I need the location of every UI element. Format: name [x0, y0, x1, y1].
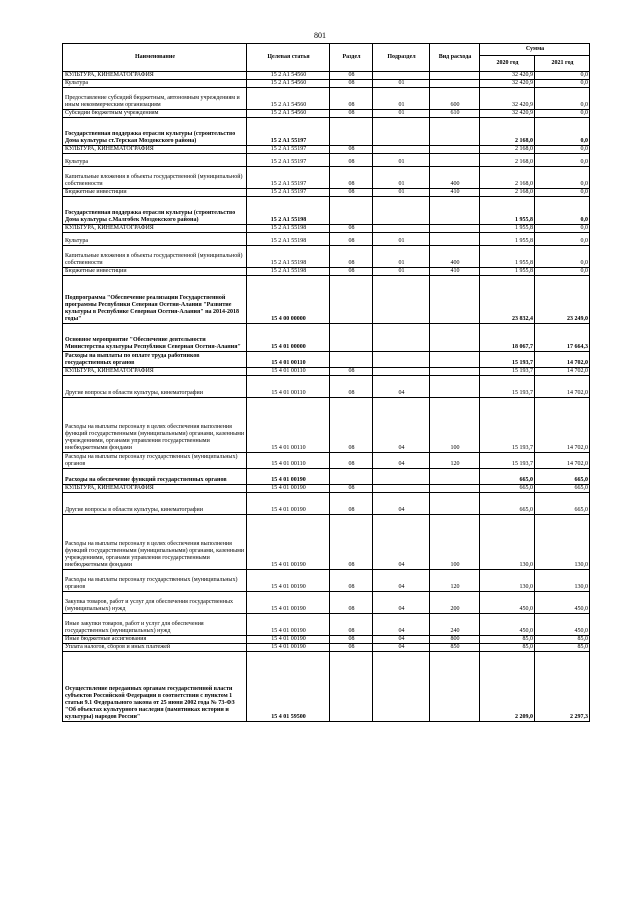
cell-subsection	[373, 225, 430, 233]
cell-subsection: 04	[373, 515, 430, 570]
cell-target: 15 4 01 00190	[247, 469, 330, 485]
header-name: Наименование	[63, 44, 247, 72]
cell-section: 08	[330, 485, 373, 493]
cell-expense-type	[430, 324, 480, 352]
header-expense-type: Вид расхода	[430, 44, 480, 72]
cell-target: 15 4 01 00110	[247, 376, 330, 398]
cell-sum-2020: 32 420,9	[480, 80, 535, 88]
table-row	[63, 233, 590, 246]
cell-sum-2021: 450,0	[535, 592, 590, 614]
cell-sum-2021: 0,0	[535, 268, 590, 276]
cell-sum-2021: 14 702,0	[535, 398, 590, 453]
table-row	[63, 614, 590, 636]
cell-name: Расходы на выплаты по оплате труда работников государственных органов	[63, 352, 247, 368]
cell-sum-2020: 2 168,0	[480, 146, 535, 154]
cell-sum-2021: 0,0	[535, 88, 590, 110]
cell-section: 08	[330, 88, 373, 110]
cell-target: 15 2 A1 55197	[247, 189, 330, 197]
cell-sum-2020: 85,0	[480, 636, 535, 644]
cell-section: 08	[330, 644, 373, 652]
cell-sum-2021: 665,0	[535, 469, 590, 485]
table-row	[63, 225, 590, 233]
cell-sum-2020: 1 955,8	[480, 225, 535, 233]
cell-target: 15 4 01 00110	[247, 453, 330, 469]
cell-sum-2021: 0,0	[535, 146, 590, 154]
table-body	[63, 72, 590, 722]
cell-section	[330, 469, 373, 485]
cell-name: Субсидии бюджетным учреждениям	[63, 110, 247, 118]
table-row	[63, 352, 590, 368]
cell-name: Государственная поддержка отрасли культуры (строительство Дома культуры с.Малгобек Моздокского района)	[63, 197, 247, 225]
cell-subsection: 01	[373, 80, 430, 88]
cell-name: Подпрограмма "Обеспечение реализации Государственной программы Республики Северная Осетия-Алания "Развитие культуры в Республике Северная Осетия-Алания" на 2014-2018 годы"	[63, 276, 247, 324]
cell-name: Бюджетные инвестиции	[63, 268, 247, 276]
cell-section: 08	[330, 515, 373, 570]
cell-subsection	[373, 485, 430, 493]
cell-target: 15 2 A1 54560	[247, 110, 330, 118]
cell-sum-2021: 14 702,0	[535, 376, 590, 398]
cell-name: КУЛЬТУРА, КИНЕМАТОГРАФИЯ	[63, 368, 247, 376]
cell-sum-2020: 15 193,7	[480, 453, 535, 469]
cell-sum-2021: 14 702,0	[535, 352, 590, 368]
cell-section	[330, 352, 373, 368]
cell-name: Другие вопросы в области культуры, кинематографии	[63, 376, 247, 398]
cell-target: 15 4 01 00190	[247, 644, 330, 652]
table-row	[63, 493, 590, 515]
cell-sum-2021: 0,0	[535, 197, 590, 225]
cell-section: 08	[330, 398, 373, 453]
cell-sum-2020: 32 420,9	[480, 72, 535, 80]
cell-name: Другие вопросы в области культуры, кинематографии	[63, 493, 247, 515]
cell-section: 08	[330, 246, 373, 268]
cell-expense-type: 240	[430, 614, 480, 636]
cell-name: Осуществление переданных органам государственной власти субъектов Российской Федерации в соответствии с пунктом 1 статьи 9.1 Федерального закона от 25 июня 2002 года № 73-ФЗ "Об объектах культурного наследия (памятниках истории и культуры) народов России"	[63, 652, 247, 722]
cell-target: 15 4 01 00000	[247, 324, 330, 352]
cell-subsection	[373, 352, 430, 368]
cell-expense-type	[430, 485, 480, 493]
cell-section: 08	[330, 167, 373, 189]
cell-name: Закупка товаров, работ и услуг для обеспечения государственных (муниципальных) нужд	[63, 592, 247, 614]
table-row	[63, 376, 590, 398]
cell-section: 08	[330, 268, 373, 276]
cell-subsection: 01	[373, 154, 430, 167]
cell-sum-2020: 1 955,8	[480, 268, 535, 276]
cell-sum-2020: 2 168,0	[480, 189, 535, 197]
cell-name: Расходы на выплаты персоналу в целях обеспечения выполнения функций государственными (муниципальными) органами, казенными учреждениями, органами управления государственными внебюджетными фондами	[63, 515, 247, 570]
cell-subsection	[373, 368, 430, 376]
table-row	[63, 324, 590, 352]
cell-target: 15 4 01 00190	[247, 592, 330, 614]
cell-expense-type	[430, 276, 480, 324]
cell-subsection: 04	[373, 376, 430, 398]
table-row	[63, 469, 590, 485]
cell-section: 08	[330, 225, 373, 233]
cell-sum-2020: 665,0	[480, 469, 535, 485]
cell-name: Иные бюджетные ассигнования	[63, 636, 247, 644]
cell-section	[330, 118, 373, 146]
cell-sum-2021: 14 702,0	[535, 453, 590, 469]
cell-expense-type	[430, 197, 480, 225]
cell-sum-2021: 0,0	[535, 110, 590, 118]
cell-sum-2020: 15 193,7	[480, 368, 535, 376]
budget-table	[62, 43, 590, 722]
cell-subsection: 04	[373, 570, 430, 592]
cell-expense-type: 400	[430, 246, 480, 268]
cell-target: 15 2 A1 55198	[247, 246, 330, 268]
cell-name: Капитальные вложения в объекты государственной (муниципальной) собственности	[63, 167, 247, 189]
cell-subsection	[373, 469, 430, 485]
table-row	[63, 398, 590, 453]
cell-expense-type: 120	[430, 570, 480, 592]
header-subsection: Подраздел	[373, 44, 430, 72]
table-row	[63, 246, 590, 268]
cell-sum-2020: 1 955,8	[480, 246, 535, 268]
cell-sum-2020: 130,0	[480, 570, 535, 592]
cell-subsection	[373, 197, 430, 225]
cell-name: Культура	[63, 154, 247, 167]
cell-section	[330, 652, 373, 722]
cell-name: Уплата налогов, сборов и иных платежей	[63, 644, 247, 652]
cell-subsection	[373, 324, 430, 352]
cell-section: 08	[330, 72, 373, 80]
page-number: 801	[314, 31, 326, 40]
cell-sum-2020: 2 168,0	[480, 118, 535, 146]
cell-name: КУЛЬТУРА, КИНЕМАТОГРАФИЯ	[63, 485, 247, 493]
cell-target: 15 2 A1 55197	[247, 154, 330, 167]
table-row	[63, 652, 590, 722]
cell-sum-2020: 2 168,0	[480, 154, 535, 167]
cell-sum-2020: 1 955,8	[480, 233, 535, 246]
cell-sum-2021: 665,0	[535, 485, 590, 493]
cell-section: 08	[330, 636, 373, 644]
cell-section	[330, 197, 373, 225]
cell-subsection: 01	[373, 233, 430, 246]
cell-subsection: 04	[373, 453, 430, 469]
cell-target: 15 4 01 00110	[247, 398, 330, 453]
cell-expense-type: 100	[430, 398, 480, 453]
cell-section: 08	[330, 110, 373, 118]
cell-name: Расходы на обеспечение функций государственных органов	[63, 469, 247, 485]
cell-target: 15 2 A1 55197	[247, 146, 330, 154]
cell-subsection	[373, 118, 430, 146]
cell-expense-type	[430, 154, 480, 167]
table-row	[63, 189, 590, 197]
cell-name: Расходы на выплаты персоналу государственных (муниципальных) органов	[63, 453, 247, 469]
cell-sum-2021: 0,0	[535, 72, 590, 80]
cell-subsection	[373, 652, 430, 722]
cell-expense-type: 400	[430, 167, 480, 189]
cell-target: 15 2 A1 55198	[247, 233, 330, 246]
cell-subsection: 04	[373, 644, 430, 652]
cell-sum-2020: 130,0	[480, 515, 535, 570]
cell-sum-2021: 0,0	[535, 118, 590, 146]
cell-target: 15 4 01 00190	[247, 570, 330, 592]
header-target: Целевая статья	[247, 44, 330, 72]
cell-sum-2021: 130,0	[535, 515, 590, 570]
table-row	[63, 268, 590, 276]
cell-expense-type	[430, 225, 480, 233]
header-section: Раздел	[330, 44, 373, 72]
cell-sum-2020: 18 067,7	[480, 324, 535, 352]
cell-target: 15 4 00 00000	[247, 276, 330, 324]
cell-expense-type: 610	[430, 110, 480, 118]
cell-sum-2020: 450,0	[480, 592, 535, 614]
cell-subsection: 04	[373, 398, 430, 453]
cell-section: 08	[330, 146, 373, 154]
cell-subsection	[373, 146, 430, 154]
cell-name: Культура	[63, 233, 247, 246]
cell-name: КУЛЬТУРА, КИНЕМАТОГРАФИЯ	[63, 146, 247, 154]
cell-section: 08	[330, 80, 373, 88]
cell-target: 15 4 01 00110	[247, 368, 330, 376]
cell-sum-2020: 23 832,4	[480, 276, 535, 324]
cell-expense-type	[430, 652, 480, 722]
cell-target: 15 2 A1 54560	[247, 80, 330, 88]
cell-sum-2020: 15 193,7	[480, 376, 535, 398]
cell-sum-2021: 130,0	[535, 570, 590, 592]
cell-subsection: 04	[373, 493, 430, 515]
cell-expense-type: 200	[430, 592, 480, 614]
cell-sum-2021: 450,0	[535, 614, 590, 636]
cell-name: Культура	[63, 80, 247, 88]
cell-expense-type: 100	[430, 515, 480, 570]
cell-sum-2020: 665,0	[480, 485, 535, 493]
cell-target: 15 4 01 00190	[247, 515, 330, 570]
table-header	[63, 44, 590, 72]
table-row	[63, 118, 590, 146]
cell-sum-2021: 0,0	[535, 189, 590, 197]
cell-name: Иные закупки товаров, работ и услуг для обеспечения государственных (муниципальных) нужд	[63, 614, 247, 636]
cell-name: Капитальные вложения в объекты государственной (муниципальной) собственности	[63, 246, 247, 268]
cell-target: 15 2 A1 54560	[247, 72, 330, 80]
table-row	[63, 592, 590, 614]
cell-sum-2021: 0,0	[535, 167, 590, 189]
table-row	[63, 167, 590, 189]
cell-expense-type: 410	[430, 268, 480, 276]
cell-expense-type: 850	[430, 644, 480, 652]
cell-section: 08	[330, 233, 373, 246]
cell-expense-type	[430, 469, 480, 485]
cell-sum-2020: 2 209,0	[480, 652, 535, 722]
cell-name: Предоставление субсидий бюджетным, автономным учреждениям и иным некоммерческим организациям	[63, 88, 247, 110]
cell-sum-2021: 0,0	[535, 80, 590, 88]
cell-sum-2021: 14 702,0	[535, 368, 590, 376]
cell-sum-2021: 23 249,0	[535, 276, 590, 324]
table-row	[63, 110, 590, 118]
cell-target: 15 4 01 00190	[247, 485, 330, 493]
cell-expense-type	[430, 352, 480, 368]
cell-expense-type: 800	[430, 636, 480, 644]
cell-section: 08	[330, 493, 373, 515]
cell-expense-type	[430, 233, 480, 246]
cell-expense-type	[430, 376, 480, 398]
cell-sum-2021: 0,0	[535, 225, 590, 233]
cell-expense-type	[430, 72, 480, 80]
cell-subsection: 01	[373, 268, 430, 276]
cell-section: 08	[330, 570, 373, 592]
table-row	[63, 88, 590, 110]
cell-name: Государственная поддержка отрасли культуры (строительство Дома культуры ст.Терская Моздокского района)	[63, 118, 247, 146]
cell-sum-2020: 15 193,7	[480, 398, 535, 453]
cell-sum-2020: 1 955,8	[480, 197, 535, 225]
cell-section: 08	[330, 368, 373, 376]
cell-sum-2021: 0,0	[535, 154, 590, 167]
cell-name: КУЛЬТУРА, КИНЕМАТОГРАФИЯ	[63, 225, 247, 233]
cell-subsection: 01	[373, 189, 430, 197]
table-row	[63, 154, 590, 167]
header-sum: Сумма	[480, 44, 590, 56]
table-row	[63, 368, 590, 376]
cell-subsection	[373, 276, 430, 324]
cell-name: КУЛЬТУРА, КИНЕМАТОГРАФИЯ	[63, 72, 247, 80]
cell-name: Расходы на выплаты персоналу государственных (муниципальных) органов	[63, 570, 247, 592]
cell-target: 15 4 01 00190	[247, 614, 330, 636]
cell-target: 15 2 A1 54560	[247, 88, 330, 110]
cell-section	[330, 324, 373, 352]
table-row	[63, 644, 590, 652]
cell-sum-2020: 85,0	[480, 644, 535, 652]
cell-section: 08	[330, 154, 373, 167]
cell-expense-type	[430, 118, 480, 146]
cell-name: Бюджетные инвестиции	[63, 189, 247, 197]
cell-name: Расходы на выплаты персоналу в целях обеспечения выполнения функций государственными (муниципальными) органами, казенными учреждениями, органами управления государственными внебюджетными фондами	[63, 398, 247, 453]
cell-expense-type: 120	[430, 453, 480, 469]
cell-section: 08	[330, 614, 373, 636]
table-row	[63, 146, 590, 154]
cell-target: 15 2 A1 55198	[247, 268, 330, 276]
cell-target: 15 2 A1 55197	[247, 167, 330, 189]
cell-section: 08	[330, 453, 373, 469]
cell-sum-2020: 15 193,7	[480, 352, 535, 368]
cell-target: 15 4 01 59500	[247, 652, 330, 722]
cell-sum-2021: 0,0	[535, 246, 590, 268]
cell-sum-2021: 0,0	[535, 233, 590, 246]
cell-subsection: 04	[373, 636, 430, 644]
cell-target: 15 2 A1 55197	[247, 118, 330, 146]
table-row	[63, 485, 590, 493]
table-row	[63, 453, 590, 469]
header-year-2020: 2020 год	[480, 56, 535, 72]
cell-sum-2020: 665,0	[480, 493, 535, 515]
cell-section: 08	[330, 592, 373, 614]
cell-target: 15 4 01 00190	[247, 493, 330, 515]
cell-expense-type	[430, 368, 480, 376]
table-row	[63, 636, 590, 644]
header-year-2021: 2021 год	[535, 56, 590, 72]
cell-sum-2021: 665,0	[535, 493, 590, 515]
cell-sum-2020: 450,0	[480, 614, 535, 636]
cell-subsection	[373, 72, 430, 80]
cell-subsection: 01	[373, 88, 430, 110]
cell-name: Основное мероприятие "Обеспечение деятельности Министерства культуры Республики Северная Осетия-Алания"	[63, 324, 247, 352]
cell-sum-2021: 17 664,3	[535, 324, 590, 352]
cell-sum-2020: 32 420,9	[480, 88, 535, 110]
cell-expense-type	[430, 493, 480, 515]
cell-target: 15 2 A1 55198	[247, 197, 330, 225]
cell-target: 15 4 01 00110	[247, 352, 330, 368]
cell-target: 15 4 01 00190	[247, 636, 330, 644]
table-row	[63, 80, 590, 88]
cell-subsection: 04	[373, 614, 430, 636]
cell-expense-type: 410	[430, 189, 480, 197]
cell-subsection: 01	[373, 110, 430, 118]
cell-sum-2020: 2 168,0	[480, 167, 535, 189]
cell-target: 15 2 A1 55198	[247, 225, 330, 233]
cell-subsection: 01	[373, 167, 430, 189]
cell-sum-2020: 32 420,9	[480, 110, 535, 118]
table-row	[63, 72, 590, 80]
cell-section	[330, 276, 373, 324]
table-row	[63, 515, 590, 570]
cell-section: 08	[330, 189, 373, 197]
cell-sum-2021: 85,0	[535, 636, 590, 644]
cell-subsection: 04	[373, 592, 430, 614]
table-row	[63, 570, 590, 592]
cell-section: 08	[330, 376, 373, 398]
table-row	[63, 276, 590, 324]
cell-subsection: 01	[373, 246, 430, 268]
cell-expense-type	[430, 80, 480, 88]
cell-sum-2021: 85,0	[535, 644, 590, 652]
cell-sum-2021: 2 297,3	[535, 652, 590, 722]
table-row	[63, 197, 590, 225]
cell-expense-type	[430, 146, 480, 154]
cell-expense-type: 600	[430, 88, 480, 110]
